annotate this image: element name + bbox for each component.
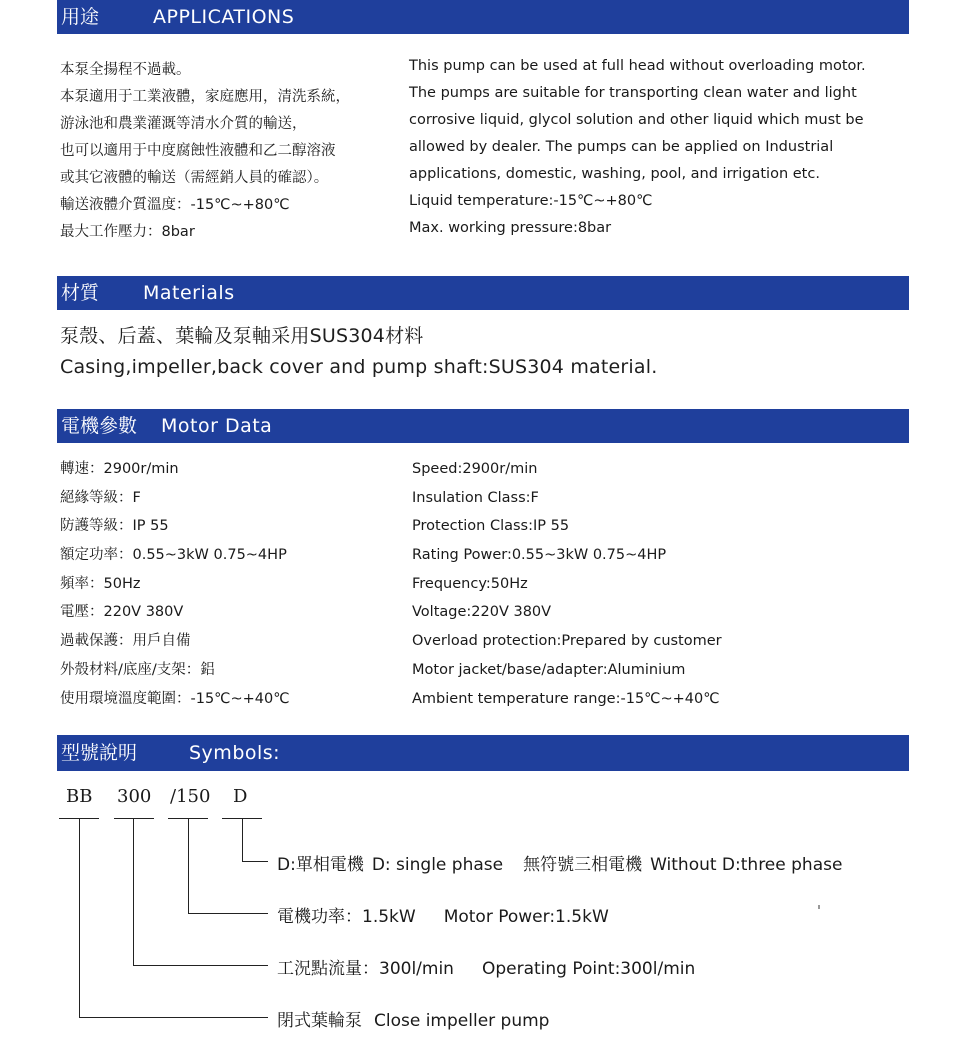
applications-cn-line: 或其它液體的輸送（需經銷人員的確認）。 bbox=[60, 170, 329, 186]
applications-cn-column bbox=[60, 57, 350, 246]
applications-en-line: The pumps are suitable for transporting clean water and light bbox=[409, 85, 857, 101]
applications-header bbox=[57, 0, 909, 34]
applications-cn-line: 游泳池和農業灌溉等清水介質的輸送， bbox=[60, 116, 307, 132]
symbol-power-en: Motor Power:1.5kW bbox=[443, 907, 609, 927]
code-phase: D bbox=[233, 786, 248, 807]
applications-en-line: corrosive liquid, glycol solution and other liquid which must be bbox=[409, 112, 864, 128]
motor-header bbox=[57, 409, 909, 443]
motor-cn-column bbox=[60, 455, 290, 713]
materials-header-cn: 材質 bbox=[61, 281, 100, 304]
connector-line bbox=[133, 818, 134, 965]
applications-header-en: APPLICATIONS bbox=[153, 5, 295, 28]
symbol-power-cn: 電機功率：1.5kW bbox=[277, 907, 416, 927]
motor-header-cn: 電機參數 bbox=[61, 414, 138, 437]
symbol-power-desc bbox=[277, 902, 623, 927]
connector-line bbox=[188, 818, 189, 913]
applications-cn-line: 輸送液體介質溫度：-15℃~+80℃ bbox=[60, 197, 290, 213]
symbol-flow-en: Operating Point:300l/min bbox=[481, 959, 696, 979]
motor-cn-line: 額定功率：0.55~3kW 0.75~4HP bbox=[60, 547, 287, 564]
applications-cn-line: 最大工作壓力：8bar bbox=[60, 224, 195, 240]
motor-cn-line: 頻率：50Hz bbox=[60, 575, 141, 592]
motor-en-line: Protection Class:IP 55 bbox=[412, 518, 570, 535]
symbol-phase-desc bbox=[277, 850, 842, 875]
code-flow: 300 bbox=[117, 786, 152, 807]
symbol-impeller-cn: 閉式葉輪泵 bbox=[277, 1011, 362, 1031]
symbols-header bbox=[57, 735, 909, 771]
applications-en-line: This pump can be used at full head without overloading motor. bbox=[409, 58, 866, 74]
materials-header-en: Materials bbox=[143, 281, 235, 304]
connector-line bbox=[133, 965, 268, 966]
code-series: BB bbox=[66, 786, 93, 807]
materials-cn: 泵殼、后蓋、葉輪及泵軸采用SUS304材料 bbox=[60, 325, 424, 347]
code-underline bbox=[114, 818, 154, 819]
applications-header-cn: 用途 bbox=[61, 5, 100, 28]
symbol-phase-en: D: single phase bbox=[371, 855, 504, 875]
connector-line bbox=[79, 1017, 268, 1018]
materials-en: Casing,impeller,back cover and pump shaft:SUS304 material. bbox=[60, 356, 658, 378]
applications-cn-line: 本泵適用于工業液體，家庭應用，清洗系統， bbox=[60, 89, 350, 105]
symbols-header-cn: 型號說明 bbox=[61, 741, 138, 764]
motor-en-line: Frequency:50Hz bbox=[412, 575, 528, 592]
symbols-header-en: Symbols: bbox=[189, 741, 281, 764]
connector-line bbox=[188, 913, 268, 914]
motor-en-line: Motor jacket/base/adapter:Aluminium bbox=[412, 661, 686, 678]
motor-cn-line: 使用環境溫度範圍：-15℃~+40℃ bbox=[60, 690, 290, 707]
motor-en-line: Rating Power:0.55~3kW 0.75~4HP bbox=[412, 547, 667, 564]
applications-en-line: applications, domestic, washing, pool, and irrigation etc. bbox=[409, 166, 820, 182]
applications-cn-line: 也可以適用于中度腐蝕性液體和乙二醇溶液 bbox=[60, 143, 336, 159]
symbol-phase-cn: D:單相電機 bbox=[277, 855, 364, 875]
motor-cn-line: 電壓：220V 380V bbox=[60, 604, 184, 621]
symbol-impeller-en: Close impeller pump bbox=[374, 1011, 550, 1031]
applications-cn-line: 本泵全揚程不過載。 bbox=[60, 62, 191, 78]
applications-en-line: Liquid temperature:-15℃~+80℃ bbox=[409, 193, 653, 209]
motor-en-line: Overload protection:Prepared by customer bbox=[412, 633, 722, 650]
motor-cn-line: 轉速：2900r/min bbox=[60, 461, 179, 477]
materials-header bbox=[57, 276, 909, 310]
connector-line bbox=[242, 818, 243, 861]
motor-en-line: Insulation Class:F bbox=[412, 489, 539, 506]
motor-en-line: Voltage:220V 380V bbox=[412, 604, 552, 621]
applications-en-line: allowed by dealer. The pumps can be applied on Industrial bbox=[409, 139, 834, 155]
code-power: /150 bbox=[170, 786, 211, 807]
motor-en-line: Speed:2900r/min bbox=[412, 461, 538, 477]
symbol-impeller-desc bbox=[277, 1006, 563, 1031]
symbol-flow-desc bbox=[277, 954, 709, 979]
motor-cn-line: 過載保護：用戶自備 bbox=[60, 633, 191, 650]
motor-cn-line: 絕緣等級：F bbox=[60, 489, 141, 506]
connector-line bbox=[242, 861, 268, 862]
symbol-flow-cn: 工況點流量：300l/min bbox=[277, 959, 454, 979]
motor-en-column bbox=[412, 455, 722, 713]
motor-en-line: Ambient temperature range:-15℃~+40℃ bbox=[412, 690, 720, 707]
scan-speck bbox=[818, 905, 820, 909]
symbol-three-phase-en: Without D:three phase bbox=[650, 855, 843, 875]
symbol-three-phase-cn: 無符號三相電機 bbox=[523, 855, 643, 875]
motor-header-en: Motor Data bbox=[161, 414, 273, 437]
motor-cn-line: 外殼材料/底座/支架：鋁 bbox=[60, 661, 215, 678]
connector-line bbox=[79, 818, 80, 1017]
motor-cn-line: 防護等級：IP 55 bbox=[60, 518, 169, 535]
applications-en-column bbox=[409, 53, 866, 242]
applications-en-line: Max. working pressure:8bar bbox=[409, 220, 612, 236]
